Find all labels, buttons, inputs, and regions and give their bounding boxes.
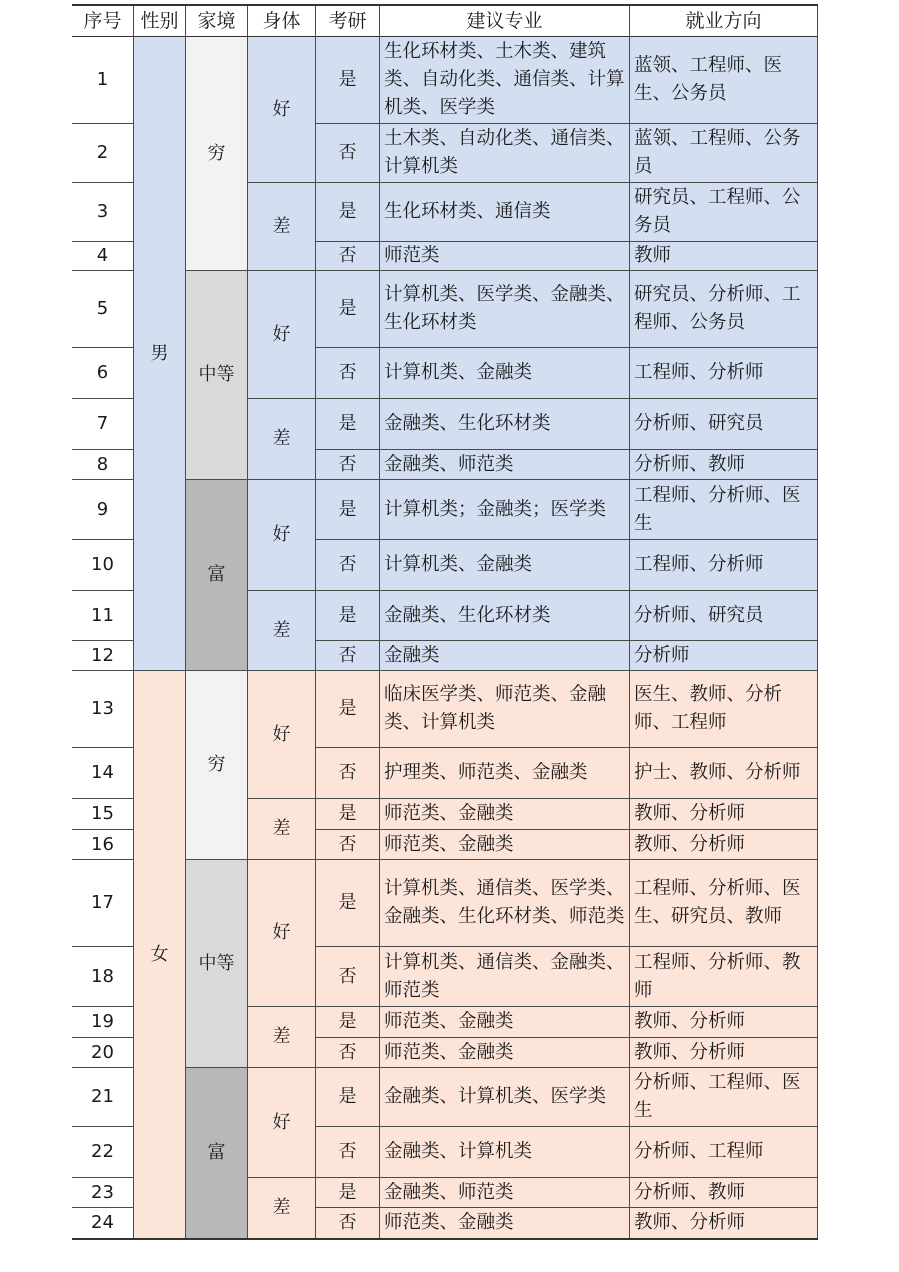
header-exam: [316, 6, 380, 37]
row-no: [72, 348, 134, 399]
row-no: [72, 1208, 134, 1239]
majors-cell: [380, 641, 630, 671]
jobs-cell-text: 分析师、教师: [634, 1181, 746, 1203]
jobs-cell: [630, 947, 818, 1007]
jobs-cell: [630, 1178, 818, 1208]
exam-cell: [316, 1178, 380, 1208]
body-cell-text: 差: [272, 1026, 291, 1047]
row-no-text: 9: [96, 498, 109, 520]
header-jobs-text: 就业方向: [685, 10, 762, 32]
exam-cell-text: 否: [338, 245, 357, 266]
jobs-cell: [630, 399, 818, 450]
jobs-cell-text: 分析师、工程师: [634, 1141, 764, 1162]
majors-cell: [380, 1208, 630, 1239]
majors-cell: [380, 799, 630, 830]
majors-cell-text: 护理类、师范类、金融类: [384, 762, 588, 783]
gender-cell: [134, 37, 186, 671]
row-no-text: 14: [91, 762, 114, 783]
majors-cell: [380, 1178, 630, 1208]
exam-cell-text: 否: [338, 762, 357, 783]
row-no-text: 3: [96, 201, 109, 222]
body-cell-text: 差: [272, 215, 291, 237]
header-no-text: 序号: [83, 10, 122, 32]
wealth-cell: [186, 271, 248, 480]
majors-cell-text: 师范类、金融类: [384, 1041, 514, 1063]
majors-cell: [380, 480, 630, 540]
jobs-cell: [630, 37, 818, 124]
jobs-cell: [630, 1208, 818, 1239]
wealth-cell-text: 中等: [198, 952, 235, 974]
majors-cell: [380, 183, 630, 242]
majors-cell-text: 生化环材类、土木类、建筑类、自动化类、通信类、计算机类、医学类: [384, 41, 625, 118]
exam-cell: [316, 1007, 380, 1038]
exam-cell-text: 是: [338, 1181, 357, 1203]
majors-cell-text: 金融类、计算机类: [384, 1141, 533, 1162]
row-no: [72, 1068, 134, 1127]
jobs-cell-text: 医生、教师、分析师、工程师: [634, 684, 783, 733]
majors-cell: [380, 399, 630, 450]
row-no: [72, 124, 134, 183]
body-cell: [248, 480, 316, 591]
majors-cell-text: 计算机类、通信类、医学类、金融类、生化环材类、师范类: [384, 878, 625, 927]
row-no-text: 1: [96, 69, 109, 90]
exam-cell: [316, 124, 380, 183]
row-no-text: 24: [91, 1212, 114, 1233]
majors-cell-text: 师范类、金融类: [384, 833, 514, 855]
body-cell: [248, 799, 316, 860]
header-wealth: [186, 6, 248, 37]
body-cell-text: 差: [272, 818, 291, 839]
exam-cell: [316, 242, 380, 271]
exam-cell-text: 否: [338, 965, 357, 987]
exam-cell: [316, 1208, 380, 1239]
body-cell: [248, 399, 316, 480]
table-bottom-rule: [72, 1238, 818, 1240]
majors-cell-text: 金融类、计算机类、医学类: [384, 1086, 607, 1107]
jobs-cell: [630, 799, 818, 830]
majors-cell-text: 师范类、金融类: [384, 1212, 514, 1233]
wealth-cell-text: 富: [207, 1142, 226, 1163]
row-no-text: 10: [91, 554, 114, 575]
jobs-cell: [630, 748, 818, 799]
wealth-cell: [186, 860, 248, 1068]
jobs-cell-text: 研究员、工程师、公务员: [634, 187, 801, 236]
body-cell: [248, 271, 316, 399]
row-no-text: 8: [96, 453, 109, 475]
jobs-cell: [630, 183, 818, 242]
jobs-cell: [630, 124, 818, 183]
exam-cell-text: 是: [338, 201, 357, 222]
exam-cell-text: 是: [338, 892, 357, 913]
wealth-cell-text: 穷: [207, 142, 226, 164]
row-no: [72, 799, 134, 830]
exam-cell-text: 是: [338, 1086, 357, 1107]
exam-cell: [316, 183, 380, 242]
exam-cell-text: 是: [338, 69, 357, 90]
jobs-cell: [630, 480, 818, 540]
majors-cell: [380, 348, 630, 399]
majors-cell-text: 计算机类、金融类: [384, 554, 533, 575]
row-no: [72, 1038, 134, 1068]
header-gender-text: 性别: [140, 10, 179, 32]
row-no-text: 7: [96, 413, 109, 434]
row-no-text: 16: [91, 833, 114, 855]
exam-cell: [316, 1038, 380, 1068]
jobs-cell: [630, 271, 818, 348]
exam-cell-text: 否: [338, 362, 357, 383]
exam-cell-text: 否: [338, 142, 357, 163]
row-no: [72, 947, 134, 1007]
exam-cell: [316, 799, 380, 830]
jobs-cell-text: 工程师、分析师、医生: [634, 484, 801, 534]
header-body-text: 身体: [262, 10, 301, 32]
body-cell-text: 好: [272, 98, 291, 120]
majors-cell: [380, 1068, 630, 1127]
row-no-text: 4: [96, 245, 109, 266]
row-no: [72, 1178, 134, 1208]
row-no-text: 11: [91, 604, 114, 626]
jobs-cell: [630, 1127, 818, 1178]
jobs-cell-text: 教师、分析师: [634, 803, 746, 824]
exam-cell: [316, 348, 380, 399]
body-cell-text: 差: [272, 428, 291, 449]
wealth-cell: [186, 37, 248, 271]
jobs-cell-text: 蓝领、工程师、公务员: [634, 128, 801, 177]
jobs-cell: [630, 540, 818, 591]
header-wealth-text: 家境: [197, 10, 236, 32]
gender-cell: [134, 671, 186, 1239]
row-no: [72, 37, 134, 124]
row-no: [72, 591, 134, 641]
exam-cell-text: 是: [338, 698, 357, 719]
header-body: [248, 6, 316, 37]
jobs-cell-text: 分析师: [634, 644, 690, 666]
jobs-cell-text: 分析师、研究员: [634, 413, 764, 434]
row-no: [72, 748, 134, 799]
jobs-cell-text: 工程师、分析师、教师: [634, 951, 801, 1001]
majors-cell: [380, 1007, 630, 1038]
exam-cell: [316, 830, 380, 860]
body-cell: [248, 1068, 316, 1178]
body-cell-text: 好: [272, 323, 291, 345]
body-cell: [248, 1178, 316, 1239]
jobs-cell: [630, 830, 818, 860]
majors-cell-text: 生化环材类、通信类: [384, 201, 551, 222]
body-cell-text: 好: [272, 524, 291, 545]
majors-cell: [380, 860, 630, 947]
majors-cell: [380, 37, 630, 124]
exam-cell: [316, 860, 380, 947]
row-no: [72, 183, 134, 242]
jobs-cell-text: 护士、教师、分析师: [634, 762, 801, 783]
jobs-cell-text: 教师、分析师: [634, 1212, 746, 1233]
header-no: [72, 6, 134, 37]
wealth-cell: [186, 671, 248, 860]
majors-cell-text: 金融类、生化环材类: [384, 413, 551, 434]
exam-cell-text: 是: [338, 298, 357, 319]
body-cell: [248, 671, 316, 799]
row-no-text: 13: [91, 698, 114, 719]
row-no: [72, 540, 134, 591]
exam-cell: [316, 1068, 380, 1127]
row-no: [72, 399, 134, 450]
majors-cell-text: 金融类、师范类: [384, 1181, 514, 1203]
row-no: [72, 671, 134, 748]
row-no: [72, 1127, 134, 1178]
exam-cell-text: 否: [338, 833, 357, 855]
row-no-text: 12: [91, 644, 114, 666]
jobs-cell-text: 蓝领、工程师、医生、公务员: [634, 55, 783, 104]
jobs-cell: [630, 1038, 818, 1068]
jobs-cell: [630, 671, 818, 748]
jobs-cell-text: 分析师、教师: [634, 453, 746, 475]
row-no-text: 6: [96, 362, 109, 383]
jobs-cell: [630, 641, 818, 671]
exam-cell-text: 是: [338, 498, 357, 520]
row-no-text: 18: [91, 965, 114, 987]
exam-cell: [316, 641, 380, 671]
majors-cell: [380, 271, 630, 348]
majors-cell-text: 临床医学类、师范类、金融类、计算机类: [384, 684, 607, 733]
exam-cell: [316, 591, 380, 641]
jobs-cell-text: 研究员、分析师、工程师、公务员: [634, 284, 801, 333]
majors-cell-text: 计算机类；金融类；医学类: [384, 498, 607, 520]
row-no-text: 15: [91, 803, 114, 824]
jobs-cell: [630, 450, 818, 480]
jobs-cell: [630, 1007, 818, 1038]
gender-cell-text: 男: [150, 342, 169, 364]
majors-cell-text: 金融类、师范类: [384, 453, 514, 475]
jobs-cell-text: 分析师、研究员: [634, 604, 764, 626]
jobs-cell: [630, 1068, 818, 1127]
jobs-cell: [630, 348, 818, 399]
header-rule: [72, 36, 818, 37]
majors-cell: [380, 947, 630, 1007]
majors-cell-text: 土木类、自动化类、通信类、计算机类: [384, 128, 625, 177]
majors-cell: [380, 830, 630, 860]
exam-cell-text: 是: [338, 803, 357, 824]
majors-cell: [380, 242, 630, 271]
header-exam-text: 考研: [328, 10, 367, 32]
row-no-text: 17: [91, 892, 114, 913]
majors-cell: [380, 591, 630, 641]
exam-cell: [316, 540, 380, 591]
row-no: [72, 830, 134, 860]
exam-cell-text: 否: [338, 453, 357, 475]
majors-cell-text: 计算机类、通信类、金融类、师范类: [384, 951, 625, 1001]
majors-cell-text: 师范类、金融类: [384, 1011, 514, 1032]
exam-cell: [316, 1127, 380, 1178]
jobs-cell: [630, 860, 818, 947]
body-cell-text: 好: [272, 723, 291, 745]
wealth-cell-text: 中等: [198, 364, 235, 385]
row-no: [72, 450, 134, 480]
exam-cell: [316, 37, 380, 124]
body-cell-text: 差: [272, 1197, 291, 1218]
exam-cell: [316, 480, 380, 540]
body-cell-text: 好: [272, 1111, 291, 1133]
header-majors-text: 建议专业: [466, 10, 543, 32]
header-majors: [380, 6, 630, 37]
jobs-cell-text: 教师、分析师: [634, 1011, 746, 1032]
majors-cell: [380, 1127, 630, 1178]
body-cell: [248, 183, 316, 271]
exam-cell: [316, 399, 380, 450]
exam-cell-text: 是: [338, 1011, 357, 1032]
body-cell: [248, 591, 316, 671]
exam-cell-text: 否: [338, 554, 357, 575]
gender-cell-text: 女: [150, 943, 169, 965]
row-no-text: 23: [91, 1181, 114, 1203]
majors-cell-text: 师范类: [384, 245, 440, 266]
row-no-text: 22: [91, 1141, 114, 1162]
majors-cell-text: 计算机类、医学类、金融类、生化环材类: [384, 284, 625, 333]
row-no-text: 5: [96, 298, 109, 319]
majors-cell: [380, 1038, 630, 1068]
majors-cell-text: 金融类、生化环材类: [384, 604, 551, 626]
exam-cell: [316, 671, 380, 748]
majors-cell: [380, 671, 630, 748]
jobs-cell-text: 工程师、分析师、医生、研究员、教师: [634, 878, 801, 927]
majors-cell-text: 金融类: [384, 644, 440, 666]
majors-cell: [380, 124, 630, 183]
row-no-text: 20: [91, 1041, 114, 1063]
row-no: [72, 242, 134, 271]
header-jobs: [630, 6, 818, 37]
majors-cell: [380, 450, 630, 480]
exam-cell-text: 是: [338, 604, 357, 626]
row-no-text: 19: [91, 1011, 114, 1032]
header-gender: [134, 6, 186, 37]
exam-cell: [316, 748, 380, 799]
jobs-cell-text: 教师: [634, 245, 672, 266]
majors-cell-text: 师范类、金融类: [384, 803, 514, 824]
exam-cell-text: 否: [338, 1041, 357, 1063]
jobs-cell-text: 工程师、分析师: [634, 554, 764, 575]
row-no: [72, 480, 134, 540]
body-cell-text: 差: [272, 619, 291, 641]
jobs-cell: [630, 591, 818, 641]
jobs-cell: [630, 242, 818, 271]
row-no: [72, 271, 134, 348]
majors-cell: [380, 540, 630, 591]
jobs-cell-text: 教师、分析师: [634, 833, 746, 855]
wealth-cell-text: 富: [207, 564, 226, 585]
body-cell: [248, 1007, 316, 1068]
jobs-cell-text: 教师、分析师: [634, 1041, 746, 1063]
body-cell: [248, 37, 316, 183]
row-no: [72, 641, 134, 671]
row-no-text: 21: [91, 1086, 114, 1107]
majors-cell: [380, 748, 630, 799]
exam-cell-text: 否: [338, 644, 357, 666]
jobs-cell-text: 分析师、工程师、医生: [634, 1072, 801, 1121]
exam-cell: [316, 271, 380, 348]
exam-cell: [316, 450, 380, 480]
row-no: [72, 1007, 134, 1038]
wealth-cell: [186, 480, 248, 671]
body-cell-text: 好: [272, 922, 291, 943]
wealth-cell-text: 穷: [207, 754, 226, 775]
body-cell: [248, 860, 316, 1007]
jobs-cell-text: 工程师、分析师: [634, 362, 764, 383]
majors-cell-text: 计算机类、金融类: [384, 362, 533, 383]
table-top-rule: [72, 4, 818, 6]
row-no: [72, 860, 134, 947]
exam-cell-text: 否: [338, 1212, 357, 1233]
exam-cell-text: 是: [338, 413, 357, 434]
wealth-cell: [186, 1068, 248, 1239]
row-no-text: 2: [96, 142, 109, 163]
exam-cell-text: 否: [338, 1141, 357, 1162]
exam-cell: [316, 947, 380, 1007]
